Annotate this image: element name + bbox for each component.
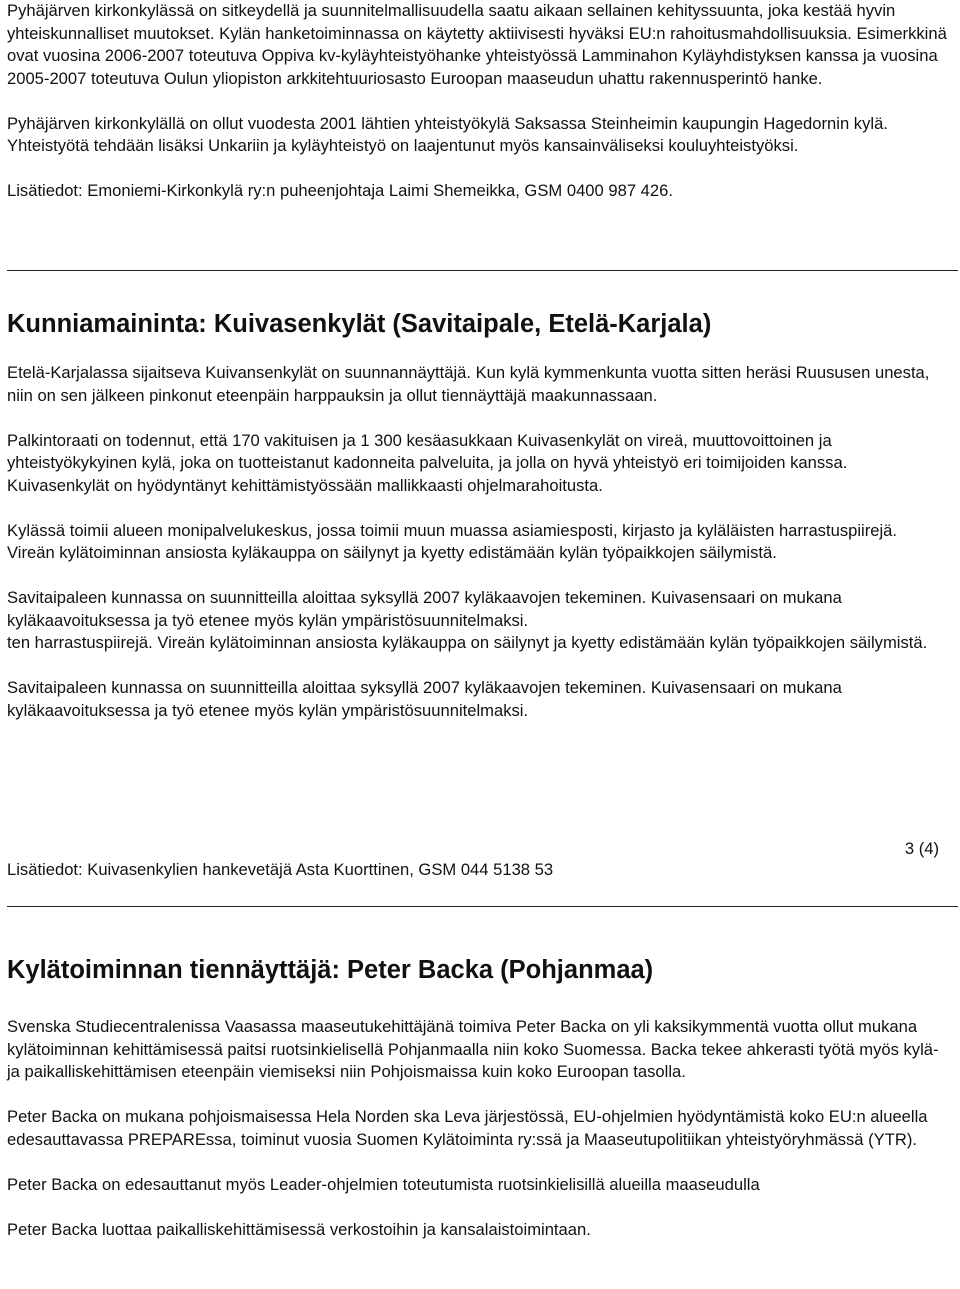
- paragraph: Svenska Studiecentralenissa Vaasassa maaseutukehittäjänä toimiva Peter Backa on yli kaksikymmentä vuotta ollut mukana kylätoiminnan kehittämisessä paitsi ruotsinkielisellä Pohjanmaalla niin koko Suomessa. Backa tekee ahkerasti työtä myös kylä- ja paikalliskehittämisen eteenpäin viemiseksi niin Pohjoismaissa kuin koko Euroopan tasolla.: [7, 1017, 939, 1081]
- paragraph: Pyhäjärven kirkonkylällä on ollut vuodesta 2001 lähtien yhteistyökylä Saksassa Steinheimin kaupungin Hagedornin kylä. Yhteistyötä tehdään lisäksi Unkariin ja kyläyhteistyö on laajentunut myös kansainväliseksi kouluyhteistyöksi.: [7, 113, 888, 155]
- paragraph: Peter Backa on mukana pohjoismaisessa Hela Norden ska Leva järjestössä, EU-ohjelmien hyödyntämistä koko EU:n alueella edesauttavassa PREPAREssa, toiminut vuosia Suomen Kylätoiminta ry:ssä ja Maaseutupolitiikan yhteistyöryhmässä (YTR).: [7, 1107, 928, 1149]
- paragraph: Peter Backa luottaa paikalliskehittämisessä verkostoihin ja kansalaistoimintaan.: [7, 1219, 591, 1239]
- paragraph: Etelä-Karjalassa sijaitseva Kuivansenkylät on suunnannäyttäjä. Kun kylä kymmenkunta vuotta sitten heräsi Ruususen unesta, niin on sen jälkeen pinkonut eteenpäin harppauksin ja ollut tiennäyttäjä maakunnassaan.: [7, 363, 930, 405]
- kuivasenkylat-body: [7, 362, 947, 722]
- backa-body: [7, 1016, 947, 1241]
- paragraph: Savitaipaleen kunnassa on suunnitteilla aloittaa syksyllä 2007 kyläkaavojen tekeminen. Kuivasensaari on mukana kyläkaavoituksessa ja työ etenee myös kylän ympäristösuunnitelmaksi. ten harrastuspiirejä. Vireän kylätoiminnan ansiosta kyläkauppa on säilynyt ja kyetty edistämään kylän työpaikkojen säilymistä.: [7, 588, 928, 652]
- paragraph: Savitaipaleen kunnassa on suunnitteilla aloittaa syksyllä 2007 kyläkaavojen tekeminen. Kuivasensaari on mukana kyläkaavoituksessa ja työ etenee myös kylän ympäristösuunnitelmaksi.: [7, 678, 842, 720]
- section-divider: [7, 906, 958, 907]
- section-divider: [7, 270, 958, 271]
- paragraph: Palkintoraati on todennut, että 170 vakituisen ja 1 300 kesäasukkaan Kuivasenkylät on vireä, muuttovoittoinen ja yhteistyökykyinen kylä, joka on tuotteistanut kadonneita palveluita, ja jolla on hyvä yhteistyö eri toimijoiden kanssa. Kuivasenkylät on hyödyntänyt kehittämistyössään mallikkaasti ohjelmarahoitusta.: [7, 430, 848, 495]
- page-number: 3 (4): [904, 839, 939, 858]
- contact-line: Lisätiedot: Kuivasenkylien hankevetäjä Asta Kuorttinen, GSM 044 5138 53: [7, 860, 554, 879]
- intro-section: [7, 0, 953, 203]
- paragraph: Peter Backa on edesauttanut myös Leader-ohjelmien toteutumista ruotsinkielisillä alueilla maaseudulla: [7, 1174, 760, 1194]
- paragraph: Kylässä toimii alueen monipalvelukeskus, jossa toimii muun muassa asiamiesposti, kirjasto ja kyläläisten harrastuspiirejä. Vireän kylätoiminnan ansiosta kyläkauppa on säilynyt ja kyetty edistämään kylän työpaikkojen säilymistä.: [7, 520, 897, 562]
- section-heading: Kylätoiminnan tiennäyttäjä: Peter Backa (Pohjanmaa): [7, 956, 654, 984]
- contact-line: Lisätiedot: Emoniemi-Kirkonkylä ry:n puheenjohtaja Laimi Shemeikka, GSM 0400 987 426.: [7, 181, 673, 200]
- paragraph: Pyhäjärven kirkonkylässä on sitkeydellä ja suunnitelmallisuudella saatu aikaan sellainen kehityssuunta, joka kestää hyvin yhteiskunnalliset muutokset. Kylän hanketoiminnassa on käytetty aktiivisesti hyväksi EU:n rahoitusmahdollisuuksia. Esimerkkinä ovat vuosina 2006-2007 toteutuva Oppiva kv-kyläyhteistyöhanke yhteistyössä Lamminahon Kyläyhdistyksen kanssa ja vuosina 2005-2007 toteutuva Oulun yliopiston arkkitehtuuriosasto Euroopan maaseudun uhattu rakennusperintö hanke.: [7, 1, 947, 88]
- section-heading: Kunniamaininta: Kuivasenkylät (Savitaipale, Etelä-Karjala): [7, 310, 712, 338]
